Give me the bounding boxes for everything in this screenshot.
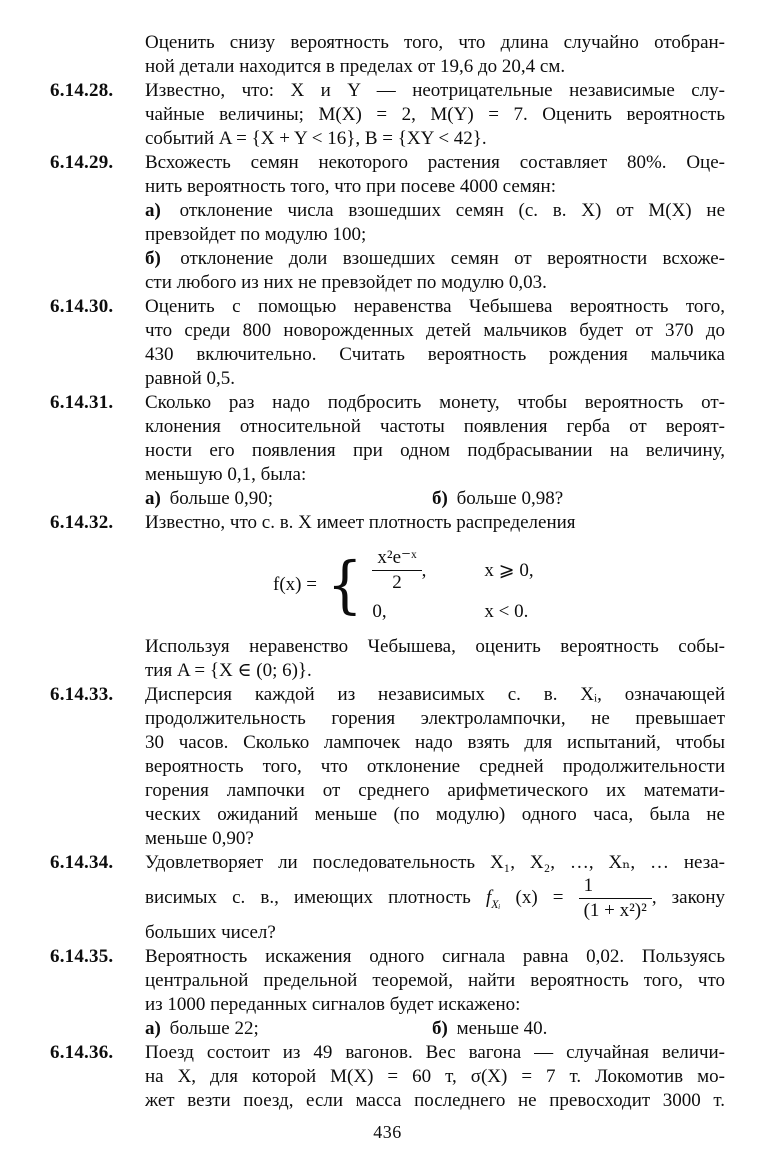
text-line: чайные величины; M(X) = 2, M(Y) = 7. Оценить вероятность: [145, 104, 725, 125]
text-line: вероятность того, что отклонение средней продолжительности: [145, 756, 725, 777]
text-line: 430 включительно. Считать вероятность рождения мальчика: [145, 344, 725, 365]
text-line: сти любого из них не превзойдет по модулю 0,03.: [145, 272, 547, 293]
text-line: тия A = {X ∈ (0; 6)}.: [145, 660, 312, 681]
text-line: превзойдет по модулю 100;: [145, 224, 367, 245]
fraction-numerator: x²e⁻ˣ: [377, 547, 417, 569]
text-line: больших чисел?: [145, 922, 276, 943]
problem-6-14-35: [50, 945, 725, 1041]
text-line: продолжительность горения электролампочки, не превышает: [145, 708, 725, 729]
case-condition: x ⩾ 0,: [484, 560, 534, 581]
problem-number: 6.14.34.: [50, 852, 114, 873]
problem-body: [145, 851, 725, 945]
problem-number: 6.14.36.: [50, 1042, 114, 1063]
case-value: 0,: [372, 600, 387, 622]
cases-body: [372, 547, 533, 623]
text-line: 30 часов. Сколько лампочек надо взять для испытаний, чтобы: [145, 732, 725, 753]
text-line: [145, 247, 725, 271]
text-line: Поезд состоит из 49 вагонов. Вес вагона — случайная величи-: [145, 1042, 725, 1063]
options-row: [145, 1017, 725, 1041]
density-function-notation: [485, 887, 564, 911]
problem-body: [145, 1041, 725, 1113]
text-line: что среди 800 новорожденных детей мальчиков будет от 370 до: [145, 320, 725, 341]
page-number: 436: [373, 1122, 402, 1142]
page-content: [50, 31, 725, 1143]
item-marker-a: а): [145, 200, 161, 221]
text-line: центральной предельной теоремой, найти вероятность того, что: [145, 970, 725, 991]
text-line: ческих ожиданий меньше (по модулю) одного часа, была не: [145, 804, 725, 825]
text-line: нить вероятность того, что при посеве 4000 семян:: [145, 176, 556, 197]
number-spacer: [50, 31, 145, 79]
case-row: [372, 601, 533, 623]
problem-number: 6.14.32.: [50, 512, 114, 533]
text-line: [145, 199, 725, 223]
problem-number: 6.14.33.: [50, 684, 114, 705]
item-marker-b: б): [432, 1018, 448, 1039]
function-subscript: Xᵢ: [491, 897, 501, 911]
text-line: Известно, что с. в. X имеет плотность распределения: [145, 512, 576, 533]
option-b: [432, 487, 563, 511]
text-line: ной детали находится в пределах от 19,6 до 20,4 см.: [145, 56, 566, 77]
item-marker-b: б): [432, 488, 448, 509]
option-b: [432, 1017, 547, 1041]
problem-number: 6.14.35.: [50, 946, 114, 967]
problem-6-14-32: [50, 511, 725, 683]
fraction-denominator: 2: [372, 570, 421, 594]
text-line: Используя неравенство Чебышева, оценить вероятность собы-: [145, 636, 725, 657]
options-row: [145, 487, 725, 511]
problem-body: [145, 79, 725, 151]
problem-body: [145, 683, 725, 851]
text-line: ности его появления при одном подбрасывании на величину,: [145, 440, 725, 461]
text-line: Оценить снизу вероятность того, что длина случайно отобран-: [145, 32, 725, 53]
item-marker-a: а): [145, 488, 161, 509]
text-line: меньше 0,90?: [145, 828, 254, 849]
text-segment: , закону: [651, 887, 726, 908]
problem-body: [145, 31, 725, 79]
problem-body: [145, 295, 725, 391]
text-segment: отклонение числа взошедших семян (с. в. X) от M(X) не: [179, 200, 725, 221]
option-text: меньше 40.: [456, 1018, 548, 1039]
problem-6-14-30: [50, 295, 725, 391]
fraction: [372, 547, 421, 594]
problem-number: 6.14.30.: [50, 296, 114, 317]
text-line: Удовлетворяет ли последовательность X₁, X₂, …, Xₙ, … неза-: [145, 852, 725, 873]
case-row: [372, 547, 533, 594]
function-symbol: f: [485, 887, 492, 908]
cases-brace: {: [326, 548, 363, 621]
text-line: меньшую 0,1, была:: [145, 464, 307, 485]
problem-body: [145, 391, 725, 511]
problem-6-14-33: [50, 683, 725, 851]
problem-number: 6.14.29.: [50, 152, 114, 173]
text-line: из 1000 переданных сигналов будет искажено:: [145, 994, 521, 1015]
text-segment: отклонение доли взошедших семян от вероятности всхоже-: [180, 248, 725, 269]
problem-6-14-34: [50, 851, 725, 945]
fraction-numerator: 1: [583, 875, 594, 897]
fraction-denominator: (1 + x²)²: [579, 898, 652, 922]
text-line-with-formula: [145, 875, 725, 921]
problem-6-14-28: [50, 79, 725, 151]
option-text: больше 0,98?: [456, 488, 564, 509]
problem-6-14-31: [50, 391, 725, 511]
problem-continuation: [50, 31, 725, 79]
problem-number: 6.14.31.: [50, 392, 114, 413]
case-condition: x < 0.: [484, 600, 529, 622]
text-line: равной 0,5.: [145, 368, 235, 389]
option-a: [145, 1017, 432, 1041]
problem-6-14-36: [50, 1041, 725, 1113]
text-line: Сколько раз надо подбросить монету, чтобы вероятность от-: [145, 392, 725, 413]
text-line: клонения относительной частоты появления герба от вероят-: [145, 416, 725, 437]
problem-6-14-29: [50, 151, 725, 295]
problem-body: [145, 151, 725, 295]
problem-body: [145, 511, 725, 683]
text-line: событий A = {X + Y < 16}, B = {XY < 42}.: [145, 128, 487, 149]
text-line: Всхожесть семян некоторого растения составляет 80%. Оце-: [145, 152, 725, 173]
piecewise-density-formula: [273, 543, 725, 627]
text-line: на X, для которой M(X) = 60 т, σ(X) = 7 т. Локомотив мо-: [145, 1066, 725, 1087]
problem-body: [145, 945, 725, 1041]
text-segment: висимых с. в., имеющих плотность: [145, 887, 471, 908]
text-line: жет везти поезд, если масса последнего не превосходит 3000 т.: [145, 1090, 725, 1111]
problem-number: 6.14.28.: [50, 80, 114, 101]
text-line: горения лампочки от среднего арифметического их математи-: [145, 780, 725, 801]
option-text: больше 22;: [169, 1018, 259, 1039]
text-line: Известно, что: X и Y — неотрицательные независимые слу-: [145, 80, 725, 101]
text-line: Оценить с помощью неравенства Чебышева вероятность того,: [145, 296, 725, 317]
item-marker-b: б): [145, 248, 161, 269]
comma: ,: [421, 559, 427, 581]
item-marker-a: а): [145, 1018, 161, 1039]
function-argument: (x) =: [515, 887, 564, 908]
text-line: Дисперсия каждой из независимых с. в. Xᵢ, означающей: [145, 684, 725, 705]
text-line: Вероятность искажения одного сигнала равна 0,02. Пользуясь: [145, 946, 725, 967]
case-value: [372, 547, 484, 594]
option-text: больше 0,90;: [169, 488, 273, 509]
fraction: [579, 875, 652, 922]
option-a: [145, 487, 432, 511]
formula-lhs: f(x) =: [273, 574, 317, 595]
